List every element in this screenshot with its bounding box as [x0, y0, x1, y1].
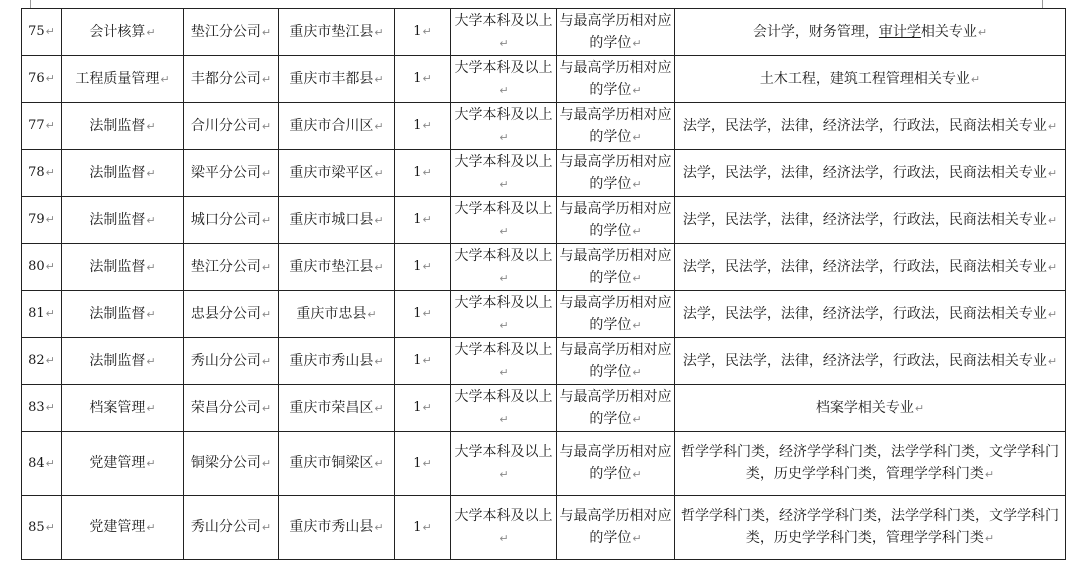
paragraph-mark-icon: ↵ — [146, 354, 156, 368]
paragraph-mark-icon: ↵ — [146, 119, 156, 133]
cell-degree — [557, 338, 675, 385]
paragraph-mark-icon: ↵ — [632, 412, 642, 426]
paragraph-mark-icon: ↵ — [146, 25, 156, 39]
paragraph-mark-icon: ↵ — [1047, 260, 1058, 274]
paragraph-mark-icon: ↵ — [1047, 166, 1058, 180]
paragraph-mark-icon: ↵ — [984, 532, 995, 545]
cell-degree-text: 与最高学历相对应的学位 — [559, 200, 672, 239]
cell-number — [22, 496, 62, 560]
paragraph-mark-icon: ↵ — [499, 532, 509, 545]
paragraph-mark-icon: ↵ — [374, 521, 384, 534]
cell-education-text: 大学本科及以上 — [454, 153, 553, 170]
paragraph-mark-icon: ↵ — [499, 468, 509, 481]
paragraph-mark-icon: ↵ — [261, 166, 272, 180]
paragraph-mark-icon: ↵ — [146, 213, 156, 227]
paragraph-mark-icon: ↵ — [1047, 307, 1058, 321]
cell-degree-text: 与最高学历相对应的学位 — [559, 444, 672, 482]
cell-location — [279, 56, 395, 103]
cell-position-text: 法制监督 — [89, 164, 146, 181]
cell-major-text: 会计学，财务管理，审计学相关专业 — [752, 23, 977, 40]
paragraph-mark-icon: ↵ — [422, 72, 432, 85]
cell-headcount-text: 1 — [413, 519, 422, 535]
cell-branch-text: 丰都分公司 — [190, 70, 261, 87]
paragraph-mark-icon: ↵ — [45, 307, 55, 320]
cell-number — [22, 244, 62, 291]
paragraph-mark-icon: ↵ — [146, 457, 156, 470]
cell-major — [675, 338, 1066, 385]
cell-major — [675, 432, 1066, 496]
paragraph-mark-icon: ↵ — [160, 72, 170, 86]
paragraph-mark-icon: ↵ — [422, 354, 432, 367]
cell-branch-text: 秀山分公司 — [190, 352, 261, 369]
cell-number-text: 78 — [28, 165, 45, 180]
cell-headcount — [395, 197, 451, 244]
paragraph-mark-icon: ↵ — [422, 307, 432, 320]
cell-degree — [557, 291, 675, 338]
cell-number-text: 77 — [28, 118, 45, 133]
paragraph-mark-icon: ↵ — [632, 271, 642, 285]
cell-position — [62, 432, 184, 496]
cell-branch — [184, 150, 279, 197]
cell-education-text: 大学本科及以上 — [454, 247, 553, 264]
paragraph-mark-icon: ↵ — [45, 166, 55, 179]
cell-branch — [184, 291, 279, 338]
table-body — [22, 9, 1066, 560]
cell-branch-text: 秀山分公司 — [190, 519, 261, 535]
cell-education — [451, 385, 557, 432]
paragraph-mark-icon: ↵ — [146, 521, 156, 534]
cell-education-text: 大学本科及以上 — [454, 508, 553, 524]
cell-branch — [184, 385, 279, 432]
cell-degree-text: 与最高学历相对应的学位 — [559, 12, 672, 51]
cell-major — [675, 291, 1066, 338]
cell-headcount-text: 1 — [413, 259, 422, 274]
cell-location — [279, 103, 395, 150]
cell-degree-text: 与最高学历相对应的学位 — [559, 341, 672, 380]
cell-branch — [184, 244, 279, 291]
paragraph-mark-icon: ↵ — [970, 72, 981, 86]
cell-degree-text: 与最高学历相对应的学位 — [559, 388, 672, 427]
paragraph-mark-icon: ↵ — [422, 456, 432, 470]
paragraph-mark-icon: ↵ — [499, 177, 509, 191]
cell-headcount-text: 1 — [413, 306, 422, 321]
cell-education-text: 大学本科及以上 — [454, 341, 553, 358]
cell-degree — [557, 496, 675, 560]
cell-branch — [184, 197, 279, 244]
paragraph-mark-icon: ↵ — [374, 25, 384, 39]
cell-number — [22, 338, 62, 385]
paragraph-mark-icon: ↵ — [632, 130, 642, 144]
cell-education — [451, 197, 557, 244]
paragraph-mark-icon: ↵ — [261, 213, 272, 227]
cell-major-text: 档案学相关专业 — [815, 399, 914, 416]
cell-headcount-text: 1 — [413, 118, 422, 133]
cell-education — [451, 338, 557, 385]
paragraph-mark-icon: ↵ — [374, 401, 384, 415]
cell-location-text: 重庆市垫江县 — [289, 258, 374, 275]
cell-position-text: 法制监督 — [89, 211, 146, 228]
cell-position — [62, 496, 184, 560]
cell-position-text: 工程质量管理 — [75, 70, 160, 87]
paragraph-mark-icon: ↵ — [499, 412, 509, 426]
cell-position — [62, 197, 184, 244]
cell-major — [675, 197, 1066, 244]
paragraph-mark-icon: ↵ — [45, 119, 55, 132]
paragraph-mark-icon: ↵ — [374, 72, 384, 86]
cell-education-text: 大学本科及以上 — [454, 200, 553, 217]
cell-education-text: 大学本科及以上 — [454, 59, 553, 76]
paragraph-mark-icon: ↵ — [914, 401, 925, 415]
paragraph-mark-icon: ↵ — [374, 260, 384, 274]
cell-position — [62, 291, 184, 338]
cell-number-text: 80 — [28, 259, 45, 274]
paragraph-mark-icon: ↵ — [422, 166, 432, 179]
paragraph-mark-icon: ↵ — [632, 177, 642, 191]
cell-branch — [184, 432, 279, 496]
cell-headcount — [395, 338, 451, 385]
cell-major-text: 法学，民法学，法律，经济法学，行政法，民商法相关专业 — [682, 117, 1047, 134]
cell-major — [675, 150, 1066, 197]
cell-headcount — [395, 291, 451, 338]
paragraph-mark-icon: ↵ — [422, 520, 432, 534]
table-row — [22, 244, 1066, 291]
paragraph-mark-icon: ↵ — [261, 307, 272, 321]
paragraph-mark-icon: ↵ — [422, 119, 432, 132]
cell-position — [62, 150, 184, 197]
paragraph-mark-icon: ↵ — [422, 401, 432, 414]
paragraph-mark-icon: ↵ — [45, 260, 55, 273]
paragraph-mark-icon: ↵ — [261, 401, 272, 415]
cell-degree-text: 与最高学历相对应的学位 — [559, 508, 672, 546]
cell-position-text: 法制监督 — [89, 258, 146, 275]
cell-branch-text: 垫江分公司 — [190, 258, 261, 275]
cell-headcount — [395, 103, 451, 150]
page-corner-mark-right — [1042, 0, 1043, 8]
table-row — [22, 197, 1066, 244]
paragraph-mark-icon: ↵ — [632, 224, 642, 238]
cell-number — [22, 291, 62, 338]
cell-position-text: 法制监督 — [89, 305, 146, 322]
paragraph-mark-icon: ↵ — [499, 318, 509, 332]
paragraph-mark-icon: ↵ — [374, 457, 384, 470]
cell-branch-text: 城口分公司 — [190, 211, 261, 228]
cell-degree — [557, 56, 675, 103]
cell-location — [279, 150, 395, 197]
paragraph-mark-icon: ↵ — [422, 25, 432, 38]
cell-education — [451, 432, 557, 496]
cell-branch-text: 忠县分公司 — [190, 305, 261, 322]
cell-number-text: 81 — [28, 306, 45, 321]
cell-education — [451, 244, 557, 291]
cell-degree — [557, 150, 675, 197]
cell-branch-text: 铜梁分公司 — [190, 455, 261, 471]
cell-number-text: 82 — [28, 353, 45, 368]
cell-headcount — [395, 244, 451, 291]
cell-education-text: 大学本科及以上 — [454, 444, 553, 460]
cell-branch — [184, 9, 279, 56]
cell-number-text: 83 — [28, 400, 45, 415]
cell-position-text: 党建管理 — [89, 455, 146, 471]
paragraph-mark-icon: ↵ — [261, 72, 272, 86]
cell-location-text: 重庆市合川区 — [289, 117, 374, 134]
cell-number — [22, 197, 62, 244]
cell-headcount-text: 1 — [413, 455, 422, 471]
cell-headcount-text: 1 — [413, 165, 422, 180]
table-row — [22, 432, 1066, 496]
cell-branch — [184, 103, 279, 150]
cell-branch-text: 梁平分公司 — [190, 164, 261, 181]
cell-number-text: 76 — [28, 71, 45, 86]
cell-major-text: 法学，民法学，法律，经济法学，行政法，民商法相关专业 — [682, 305, 1047, 322]
cell-position-text: 档案管理 — [89, 399, 146, 416]
paragraph-mark-icon: ↵ — [45, 456, 55, 470]
cell-education — [451, 496, 557, 560]
cell-number — [22, 9, 62, 56]
cell-major — [675, 385, 1066, 432]
paragraph-mark-icon: ↵ — [45, 25, 55, 38]
paragraph-mark-icon: ↵ — [1047, 354, 1058, 368]
cell-education-text: 大学本科及以上 — [454, 12, 553, 29]
paragraph-mark-icon: ↵ — [146, 401, 156, 415]
cell-position — [62, 103, 184, 150]
cell-headcount — [395, 9, 451, 56]
cell-location-text: 重庆市梁平区 — [289, 164, 374, 181]
cell-location — [279, 338, 395, 385]
cell-number — [22, 385, 62, 432]
cell-position-text: 法制监督 — [89, 117, 146, 134]
table-row — [22, 291, 1066, 338]
paragraph-mark-icon: ↵ — [45, 72, 55, 85]
cell-degree — [557, 244, 675, 291]
cell-location — [279, 385, 395, 432]
cell-major — [675, 496, 1066, 560]
table-row — [22, 103, 1066, 150]
cell-location-text: 重庆市铜梁区 — [289, 455, 374, 471]
cell-branch-text: 垫江分公司 — [190, 23, 261, 40]
paragraph-mark-icon: ↵ — [499, 224, 509, 238]
page-corner-mark-left — [30, 0, 31, 8]
paragraph-mark-icon: ↵ — [632, 365, 642, 379]
cell-position-text: 法制监督 — [89, 352, 146, 369]
paragraph-mark-icon: ↵ — [374, 119, 384, 133]
cell-headcount-text: 1 — [413, 71, 422, 86]
cell-headcount — [395, 150, 451, 197]
paragraph-mark-icon: ↵ — [632, 468, 642, 481]
paragraph-mark-icon: ↵ — [45, 520, 55, 534]
cell-headcount — [395, 496, 451, 560]
paragraph-mark-icon: ↵ — [261, 260, 272, 274]
paragraph-mark-icon: ↵ — [374, 354, 384, 368]
table-row — [22, 496, 1066, 560]
cell-degree — [557, 385, 675, 432]
cell-headcount-text: 1 — [413, 400, 422, 415]
cell-degree — [557, 9, 675, 56]
table-row — [22, 56, 1066, 103]
cell-major-text: 法学，民法学，法律，经济法学，行政法，民商法相关专业 — [682, 164, 1047, 181]
cell-number — [22, 56, 62, 103]
table-row — [22, 338, 1066, 385]
cell-headcount — [395, 385, 451, 432]
cell-education — [451, 103, 557, 150]
cell-location — [279, 9, 395, 56]
cell-degree — [557, 432, 675, 496]
cell-location — [279, 496, 395, 560]
cell-position — [62, 56, 184, 103]
paragraph-mark-icon: ↵ — [632, 532, 642, 545]
table-row — [22, 385, 1066, 432]
paragraph-mark-icon: ↵ — [632, 318, 642, 332]
cell-number — [22, 150, 62, 197]
recruitment-table — [21, 8, 1066, 560]
cell-degree — [557, 197, 675, 244]
paragraph-mark-icon: ↵ — [422, 213, 432, 226]
cell-number-text: 75 — [28, 24, 45, 39]
cell-number — [22, 432, 62, 496]
cell-major-text: 法学，民法学，法律，经济法学，行政法，民商法相关专业 — [682, 352, 1047, 369]
cell-number-text: 79 — [28, 212, 45, 227]
cell-location-text: 重庆市秀山县 — [289, 352, 374, 369]
cell-degree-text: 与最高学历相对应的学位 — [559, 153, 672, 192]
paragraph-mark-icon: ↵ — [146, 166, 156, 180]
cell-location-text: 重庆市城口县 — [289, 211, 374, 228]
cell-location-text: 重庆市荣昌区 — [289, 399, 374, 416]
cell-degree-text: 与最高学历相对应的学位 — [559, 294, 672, 333]
cell-education — [451, 56, 557, 103]
paragraph-mark-icon: ↵ — [261, 354, 272, 368]
cell-major — [675, 244, 1066, 291]
paragraph-mark-icon: ↵ — [499, 271, 509, 285]
paragraph-mark-icon: ↵ — [374, 213, 384, 227]
cell-major — [675, 103, 1066, 150]
paragraph-mark-icon: ↵ — [977, 25, 988, 39]
paragraph-mark-icon: ↵ — [984, 468, 995, 481]
cell-education-text: 大学本科及以上 — [454, 388, 553, 405]
paragraph-mark-icon: ↵ — [1047, 213, 1058, 227]
cell-position-text: 会计核算 — [89, 23, 146, 40]
paragraph-mark-icon: ↵ — [632, 83, 642, 97]
cell-number — [22, 103, 62, 150]
paragraph-mark-icon: ↵ — [261, 119, 272, 133]
table-row — [22, 150, 1066, 197]
cell-degree-text: 与最高学历相对应的学位 — [559, 247, 672, 286]
cell-location-text: 重庆市秀山县 — [289, 519, 374, 535]
cell-degree-text: 与最高学历相对应的学位 — [559, 59, 672, 98]
cell-education-text: 大学本科及以上 — [454, 294, 553, 311]
cell-branch — [184, 56, 279, 103]
cell-branch-text: 荣昌分公司 — [190, 399, 261, 416]
cell-location-text: 重庆市忠县 — [296, 305, 367, 322]
cell-education — [451, 150, 557, 197]
cell-education — [451, 9, 557, 56]
cell-major-text: 哲学学科门类，经济学学科门类，法学学科门类，文学学科门类，历史学学科门类，管理学学科门类 — [681, 444, 1059, 482]
paragraph-mark-icon: ↵ — [45, 401, 55, 414]
cell-major-text: 法学，民法学，法律，经济法学，行政法，民商法相关专业 — [682, 211, 1047, 228]
cell-branch — [184, 496, 279, 560]
cell-major-text: 法学，民法学，法律，经济法学，行政法，民商法相关专业 — [682, 258, 1047, 275]
paragraph-mark-icon: ↵ — [499, 130, 509, 144]
cell-major-text: 哲学学科门类，经济学学科门类，法学学科门类，文学学科门类，历史学学科门类，管理学学科门类 — [681, 508, 1059, 546]
cell-location-text: 重庆市丰都县 — [289, 70, 374, 87]
cell-position — [62, 385, 184, 432]
paragraph-mark-icon: ↵ — [261, 457, 272, 470]
paragraph-mark-icon: ↵ — [45, 354, 55, 367]
cell-major — [675, 56, 1066, 103]
cell-education — [451, 291, 557, 338]
cell-headcount-text: 1 — [413, 24, 422, 39]
cell-position — [62, 338, 184, 385]
cell-major-text: 土木工程，建筑工程管理相关专业 — [759, 70, 970, 87]
cell-number-text: 84 — [28, 455, 45, 471]
paragraph-mark-icon: ↵ — [367, 307, 377, 321]
cell-branch-text: 合川分公司 — [190, 117, 261, 134]
paragraph-mark-icon: ↵ — [374, 166, 384, 180]
paragraph-mark-icon: ↵ — [499, 36, 509, 50]
cell-position-text: 党建管理 — [89, 519, 146, 535]
cell-position — [62, 9, 184, 56]
cell-branch — [184, 338, 279, 385]
cell-location — [279, 432, 395, 496]
paragraph-mark-icon: ↵ — [261, 25, 272, 39]
cell-location — [279, 244, 395, 291]
paragraph-mark-icon: ↵ — [261, 521, 272, 534]
paragraph-mark-icon: ↵ — [632, 36, 642, 50]
cell-major — [675, 9, 1066, 56]
paragraph-mark-icon: ↵ — [146, 260, 156, 274]
cell-degree — [557, 103, 675, 150]
paragraph-mark-icon: ↵ — [1047, 119, 1058, 133]
paragraph-mark-icon: ↵ — [146, 307, 156, 321]
paragraph-mark-icon: ↵ — [499, 83, 509, 97]
table-row — [22, 9, 1066, 56]
paragraph-mark-icon: ↵ — [499, 365, 509, 379]
cell-headcount — [395, 56, 451, 103]
cell-degree-text: 与最高学历相对应的学位 — [559, 106, 672, 145]
cell-number-text: 85 — [28, 519, 45, 535]
paragraph-mark-icon: ↵ — [45, 213, 55, 226]
cell-location-text: 重庆市垫江县 — [289, 23, 374, 40]
paragraph-mark-icon: ↵ — [422, 260, 432, 273]
cell-headcount-text: 1 — [413, 353, 422, 368]
cell-headcount-text: 1 — [413, 212, 422, 227]
cell-location — [279, 197, 395, 244]
cell-position — [62, 244, 184, 291]
cell-location — [279, 291, 395, 338]
cell-education-text: 大学本科及以上 — [454, 106, 553, 123]
cell-headcount — [395, 432, 451, 496]
